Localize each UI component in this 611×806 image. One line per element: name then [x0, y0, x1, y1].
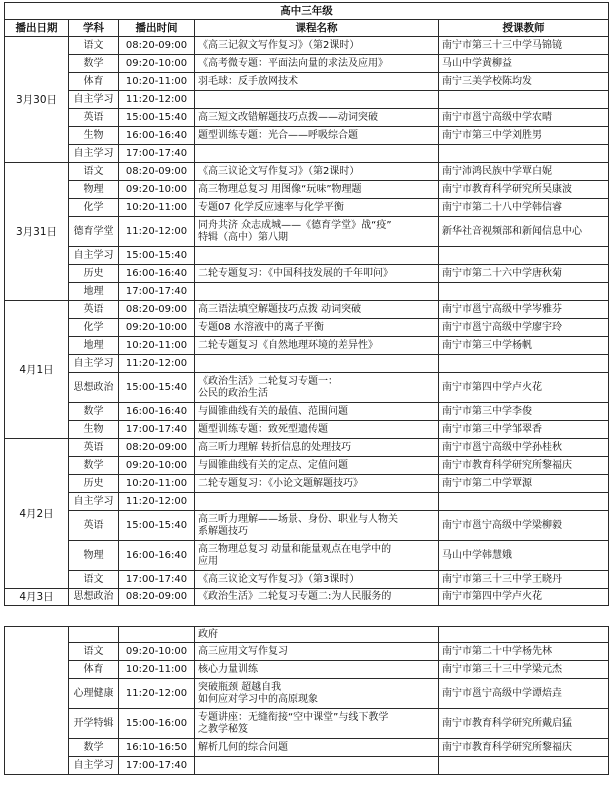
- teacher-cell: 南宁市第三中学杨帆: [439, 337, 609, 355]
- broadcast-time-cell: 10:20-11:00: [119, 199, 195, 217]
- table-row: [5, 571, 609, 589]
- subject-cell: 数学: [69, 403, 119, 421]
- table-row: [5, 493, 609, 511]
- teacher-cell: 南宁市第三中学邹翠香: [439, 421, 609, 439]
- course-name-cell: [195, 247, 439, 265]
- course-name-cell: 二轮专题复习：《中国科技发展的千年叩问》: [195, 265, 439, 283]
- broadcast-date-cell: 3月31日: [5, 163, 69, 301]
- subject-cell: 体育: [69, 661, 119, 679]
- course-name-line: 突破瓶颈 超越自我: [198, 681, 282, 693]
- broadcast-time-cell: 08:20-09:00: [119, 301, 195, 319]
- course-name-cell: [195, 709, 439, 739]
- broadcast-time-cell: 10:20-11:00: [119, 475, 195, 493]
- course-name-cell: [195, 541, 439, 571]
- table-header-row: [5, 20, 609, 37]
- course-name-cell: 题型训练专题：致死型遗传题: [195, 421, 439, 439]
- table-row: [5, 163, 609, 181]
- subject-cell: 英语: [69, 439, 119, 457]
- table-row: [5, 199, 609, 217]
- course-name-cell: 二轮专题复习：《小论文题解题技巧》: [195, 475, 439, 493]
- subject-cell: 数学: [69, 457, 119, 475]
- subject-cell: 自主学习: [69, 247, 119, 265]
- table-row: [5, 589, 609, 606]
- broadcast-time-cell: 08:20-09:00: [119, 439, 195, 457]
- table-row: [5, 541, 609, 571]
- broadcast-time-cell: 11:20-12:00: [119, 679, 195, 709]
- broadcast-time-cell: 09:20-10:00: [119, 319, 195, 337]
- teacher-cell: 南宁市邕宁高级中学农晴: [439, 109, 609, 127]
- broadcast-time-cell: 10:20-11:00: [119, 73, 195, 91]
- course-name-cell: 二轮专题复习《自然地理环境的差异性》: [195, 337, 439, 355]
- course-name-cell: [195, 145, 439, 163]
- teacher-cell: 南宁市第二十八中学韩信睿: [439, 199, 609, 217]
- broadcast-time-cell: 16:00-16:40: [119, 541, 195, 571]
- teacher-cell: 南宁市第三十三中学梁元杰: [439, 661, 609, 679]
- broadcast-time-cell: 11:20-12:00: [119, 355, 195, 373]
- course-name-cell: 与圆锥曲线有关的最值、范围问题: [195, 403, 439, 421]
- broadcast-time-cell: 17:00-17:40: [119, 145, 195, 163]
- table-row: [5, 457, 609, 475]
- broadcast-time-cell: 15:00-15:40: [119, 247, 195, 265]
- teacher-cell: 马山中学黄柳益: [439, 55, 609, 73]
- teacher-cell: 南宁市邕宁高级中学孙桂秋: [439, 439, 609, 457]
- broadcast-time-cell: 15:00-15:40: [119, 511, 195, 541]
- teacher-cell: 南宁市邕宁高级中学梁柳毅: [439, 511, 609, 541]
- subject-cell: 化学: [69, 319, 119, 337]
- broadcast-time-cell: 16:10-16:50: [119, 739, 195, 757]
- table-row: [5, 181, 609, 199]
- table-row: [5, 265, 609, 283]
- teacher-cell: 南宁三美学校陈均发: [439, 73, 609, 91]
- schedule-table-continued: [4, 626, 609, 775]
- broadcast-time-cell: 08:20-09:00: [119, 37, 195, 55]
- broadcast-time-cell: 10:20-11:00: [119, 661, 195, 679]
- teacher-cell: [439, 355, 609, 373]
- subject-cell: 英语: [69, 301, 119, 319]
- subject-cell: 物理: [69, 541, 119, 571]
- schedule-table: [4, 2, 609, 606]
- course-name-cell: 专题08 水溶液中的离子平衡: [195, 319, 439, 337]
- broadcast-time-cell: 09:20-10:00: [119, 181, 195, 199]
- subject-cell: 英语: [69, 109, 119, 127]
- course-name-cell: 与圆锥曲线有关的定点、定值问题: [195, 457, 439, 475]
- course-name-cell: [195, 511, 439, 541]
- table-row: [5, 709, 609, 739]
- table-row: [5, 739, 609, 757]
- course-name-cell: 专题07 化学反应速率与化学平衡: [195, 199, 439, 217]
- course-name-cell: [195, 283, 439, 301]
- broadcast-time-cell: 08:20-09:00: [119, 163, 195, 181]
- subject-cell: 德育学堂: [69, 217, 119, 247]
- course-name-line: 同舟共济 众志成城——《德育学堂》战“疫”: [198, 219, 392, 231]
- course-name-cell: [195, 679, 439, 709]
- course-name-cell: [195, 217, 439, 247]
- table-row: [5, 91, 609, 109]
- subject-cell: 历史: [69, 265, 119, 283]
- subject-cell: 心理健康: [69, 679, 119, 709]
- subject-cell: 数学: [69, 739, 119, 757]
- teacher-cell: 南宁市第三十三中学马锦镜: [439, 37, 609, 55]
- header-subject: 学科: [69, 20, 119, 37]
- teacher-cell: [439, 91, 609, 109]
- subject-cell: 物理: [69, 181, 119, 199]
- subject-cell: 思想政治: [69, 373, 119, 403]
- course-name-cell: 政府: [195, 627, 439, 643]
- course-name-cell: 羽毛球：反手放网技术: [195, 73, 439, 91]
- subject-cell: 化学: [69, 199, 119, 217]
- course-name-cell: [195, 355, 439, 373]
- broadcast-time-cell: 16:00-16:40: [119, 127, 195, 145]
- subject-cell: 开学特辑: [69, 709, 119, 739]
- course-name-cell: 《高三议论文写作复习》（第2课时）: [195, 163, 439, 181]
- course-name-cell: 高三物理总复习 用图像“玩味”物理题: [195, 181, 439, 199]
- teacher-cell: 南宁市第三中学李俊: [439, 403, 609, 421]
- course-name-line: 特辑（高中）第八期: [198, 231, 288, 243]
- broadcast-date-cell-continued: [5, 627, 69, 775]
- course-name-cell: 《高三记叙文写作复习》（第2课时）: [195, 37, 439, 55]
- teacher-cell: 南宁市第四中学卢火花: [439, 373, 609, 403]
- table-row: [5, 37, 609, 55]
- table-row: [5, 301, 609, 319]
- broadcast-time-cell: 16:00-16:40: [119, 403, 195, 421]
- table-row: [5, 373, 609, 403]
- course-name-cell: 高三应用文写作复习: [195, 643, 439, 661]
- table-title-row: [5, 3, 609, 20]
- broadcast-time-cell: 09:20-10:00: [119, 55, 195, 73]
- broadcast-time-cell: 11:20-12:00: [119, 493, 195, 511]
- table-title: 高中三年级: [5, 3, 609, 20]
- subject-cell: 自主学习: [69, 493, 119, 511]
- course-name-cell: 《高考微专题：平面法向量的求法及应用》: [195, 55, 439, 73]
- subject-cell: 自主学习: [69, 355, 119, 373]
- course-name-cell: 核心力量训练: [195, 661, 439, 679]
- teacher-cell: 南宁市邕宁高级中学岑雅芬: [439, 301, 609, 319]
- teacher-cell: [439, 493, 609, 511]
- course-name-cell: 高三听力理解 转折信息的处理技巧: [195, 439, 439, 457]
- teacher-cell: [439, 757, 609, 775]
- table-row: [5, 511, 609, 541]
- broadcast-date-cell: 4月3日: [5, 589, 69, 606]
- subject-cell: 语文: [69, 37, 119, 55]
- teacher-cell: 南宁市邕宁高级中学廖宇玲: [439, 319, 609, 337]
- broadcast-time-cell: 11:20-12:00: [119, 91, 195, 109]
- subject-cell: 思想政治: [69, 589, 119, 606]
- teacher-cell: 南宁市教育科学研究所戴启猛: [439, 709, 609, 739]
- teacher-cell: [439, 145, 609, 163]
- header-teacher: 授课教师: [439, 20, 609, 37]
- teacher-cell: [439, 247, 609, 265]
- course-name-cell: [195, 373, 439, 403]
- subject-cell: [69, 627, 119, 643]
- broadcast-time-cell: 11:20-12:00: [119, 217, 195, 247]
- table-row: [5, 337, 609, 355]
- subject-cell: 体育: [69, 73, 119, 91]
- course-name-cell: [195, 493, 439, 511]
- course-name-line: 高三听力理解——场景、身份、职业与人物关: [198, 513, 398, 525]
- table-row: [5, 109, 609, 127]
- course-name-cell: [195, 91, 439, 109]
- broadcast-time-cell: 17:00-17:40: [119, 283, 195, 301]
- header-course-name: 课程名称: [195, 20, 439, 37]
- table-row: [5, 679, 609, 709]
- course-name-line: 高三物理总复习 动量和能量观点在电学中的: [198, 543, 392, 555]
- course-name-line: 系解题技巧: [198, 525, 248, 537]
- table-row: [5, 127, 609, 145]
- teacher-cell: 南宁市第二中学覃源: [439, 475, 609, 493]
- table-row: [5, 475, 609, 493]
- broadcast-time-cell: 15:00-16:00: [119, 709, 195, 739]
- broadcast-date-cell: 4月1日: [5, 301, 69, 439]
- subject-cell: 自主学习: [69, 757, 119, 775]
- subject-cell: 生物: [69, 421, 119, 439]
- broadcast-time-cell: [119, 627, 195, 643]
- course-name-line: 如何应对学习中的高原现象: [198, 693, 318, 705]
- teacher-cell: 新华社音视频部和新闻信息中心: [439, 217, 609, 247]
- subject-cell: 自主学习: [69, 91, 119, 109]
- course-name-cell: 《高三议论文写作复习》（第3课时）: [195, 571, 439, 589]
- teacher-cell: [439, 627, 609, 643]
- course-name-cell: 《政治生活》二轮复习专题二:为人民服务的: [195, 589, 439, 606]
- course-name-line: 专题讲座：无缝衔接“空中课堂”与线下教学: [198, 711, 389, 723]
- table-row: [5, 403, 609, 421]
- table-row: [5, 355, 609, 373]
- table-row: [5, 73, 609, 91]
- broadcast-time-cell: 17:00-17:40: [119, 421, 195, 439]
- table-row: [5, 319, 609, 337]
- subject-cell: 语文: [69, 163, 119, 181]
- teacher-cell: 南宁市第二十六中学唐秋菊: [439, 265, 609, 283]
- broadcast-date-cell: 3月30日: [5, 37, 69, 163]
- course-name-cell: 高三短文改错解题技巧点拨——动词突破: [195, 109, 439, 127]
- course-name-line: 之教学秘笈: [198, 723, 248, 735]
- teacher-cell: 南宁市第三中学刘胜男: [439, 127, 609, 145]
- subject-cell: 历史: [69, 475, 119, 493]
- table-row: [5, 247, 609, 265]
- teacher-cell: 马山中学韩慧娥: [439, 541, 609, 571]
- subject-cell: 地理: [69, 337, 119, 355]
- teacher-cell: 南宁市第四中学卢火花: [439, 589, 609, 606]
- table-row: [5, 643, 609, 661]
- teacher-cell: 南宁市教育科学研究所黎福庆: [439, 457, 609, 475]
- course-name-cell: 题型训练专题：光合——呼吸综合题: [195, 127, 439, 145]
- broadcast-time-cell: 09:20-10:00: [119, 457, 195, 475]
- course-name-line: 《政治生活》二轮复习专题一：: [198, 375, 338, 387]
- broadcast-date-cell: 4月2日: [5, 439, 69, 589]
- teacher-cell: 南宁市第三十三中学王晓丹: [439, 571, 609, 589]
- subject-cell: 生物: [69, 127, 119, 145]
- table-row: [5, 55, 609, 73]
- course-name-line: 公民的政治生活: [198, 387, 268, 399]
- broadcast-time-cell: 10:20-11:00: [119, 337, 195, 355]
- broadcast-time-cell: 16:00-16:40: [119, 265, 195, 283]
- subject-cell: 语文: [69, 643, 119, 661]
- table-row: [5, 217, 609, 247]
- teacher-cell: [439, 283, 609, 301]
- teacher-cell: 南宁市第二十中学杨先林: [439, 643, 609, 661]
- table-row: [5, 627, 609, 643]
- subject-cell: 地理: [69, 283, 119, 301]
- teacher-cell: 南宁沛鸿民族中学覃白妮: [439, 163, 609, 181]
- course-name-cell: 解析几何的综合问题: [195, 739, 439, 757]
- teacher-cell: 南宁市教育科学研究所吴康波: [439, 181, 609, 199]
- subject-cell: 语文: [69, 571, 119, 589]
- table-row: [5, 661, 609, 679]
- teacher-cell: 南宁市邕宁高级中学谭焙垚: [439, 679, 609, 709]
- course-name-cell: 高三语法填空解题技巧点拨 动词突破: [195, 301, 439, 319]
- teacher-cell: 南宁市教育科学研究所黎福庆: [439, 739, 609, 757]
- broadcast-time-cell: 15:00-15:40: [119, 109, 195, 127]
- course-name-cell: [195, 757, 439, 775]
- course-name-line: 应用: [198, 555, 218, 567]
- broadcast-time-cell: 17:00-17:40: [119, 571, 195, 589]
- header-broadcast-time: 播出时间: [119, 20, 195, 37]
- table-row: [5, 757, 609, 775]
- table-row: [5, 145, 609, 163]
- subject-cell: 英语: [69, 511, 119, 541]
- broadcast-time-cell: 15:00-15:40: [119, 373, 195, 403]
- table-row: [5, 439, 609, 457]
- subject-cell: 自主学习: [69, 145, 119, 163]
- broadcast-time-cell: 08:20-09:00: [119, 589, 195, 606]
- broadcast-time-cell: 17:00-17:40: [119, 757, 195, 775]
- broadcast-time-cell: 09:20-10:00: [119, 643, 195, 661]
- subject-cell: 数学: [69, 55, 119, 73]
- header-broadcast-date: 播出日期: [5, 20, 69, 37]
- table-row: [5, 283, 609, 301]
- table-row: [5, 421, 609, 439]
